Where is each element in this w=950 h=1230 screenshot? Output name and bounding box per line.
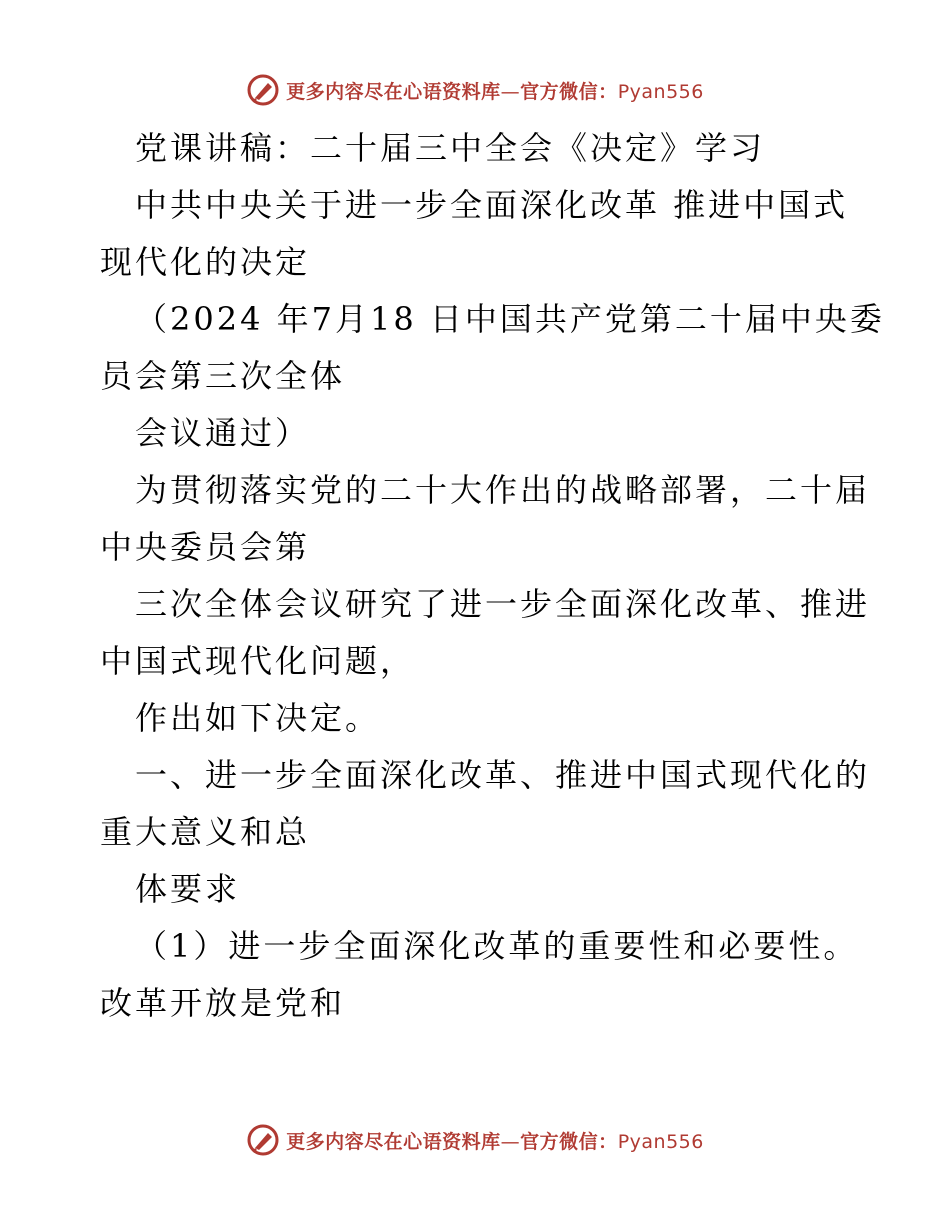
header-watermark [0, 70, 950, 110]
document-line: 中央委员会第 [100, 528, 311, 566]
document-line: 重大意义和总 [100, 813, 311, 851]
watermark-text: 更多内容尽在心语资料库—官方微信：Pyan556 [286, 80, 704, 103]
footer-watermark [0, 1120, 950, 1160]
document-line: 三次全体会议研究了进一步全面深化改革、推进 [135, 585, 871, 623]
watermark-text: 更多内容尽在心语资料库—官方微信：Pyan556 [286, 1130, 704, 1153]
document-body [100, 120, 885, 1032]
pen-logo-icon [246, 1123, 280, 1157]
document-line: （2024 年7月18 日中国共产党第二十届中央委 [135, 300, 885, 338]
document-line: 中国式现代化问题， [100, 642, 416, 680]
pen-logo-icon [246, 73, 280, 107]
document-line: 一、进一步全面深化改革、推进中国式现代化的 [135, 756, 871, 794]
document-line: 改革开放是党和 [100, 984, 346, 1022]
document-line: （1）进一步全面深化改革的重要性和必要性。 [135, 927, 859, 965]
document-line: 员会第三次全体 [100, 357, 346, 395]
document-line: 现代化的决定 [100, 243, 311, 281]
document-line: 党课讲稿：二十届三中全会《决定》学习 [135, 129, 766, 167]
document-line: 作出如下决定。 [135, 699, 381, 737]
document-line: 会议通过） [135, 414, 311, 452]
document-line: 中共中央关于进一步全面深化改革 推进中国式 [135, 186, 849, 224]
document-line: 体要求 [135, 870, 241, 908]
document-line: 为贯彻落实党的二十大作出的战略部署，二十届 [135, 471, 871, 509]
